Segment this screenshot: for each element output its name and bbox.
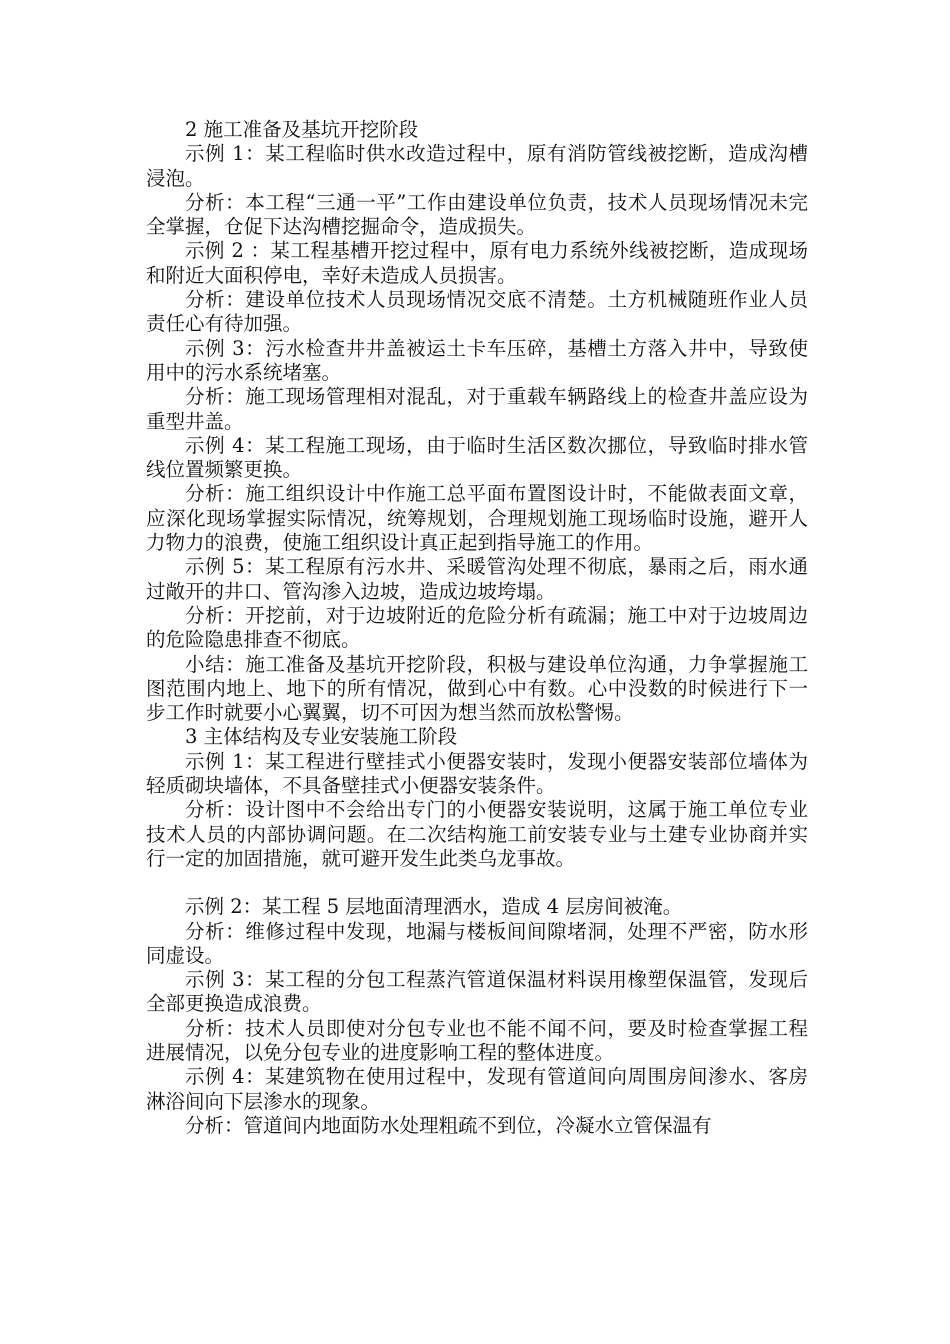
example-paragraph: 示例 1：某工程进行壁挂式小便器安装时，发现小便器安装部位墙体为轻质砌块墙体，不具备壁挂式小便器安装条件。 <box>146 749 808 798</box>
example-paragraph: 示例 3：污水检查井井盖被运土卡车压碎，基槽土方落入井中，导致使用中的污水系统堵塞。 <box>146 336 808 384</box>
example-paragraph: 示例 1：某工程临时供水改造过程中，原有消防管线被挖断，造成沟槽浸泡。 <box>146 142 808 190</box>
example-paragraph: 示例 4：某建筑物在使用过程中，发现有管道间向周围房间渗水、客房淋浴间向下层渗水的现象。 <box>146 1065 808 1113</box>
example-paragraph: 示例 2 ：某工程基槽开挖过程中，原有电力系统外线被挖断，造成现场和附近大面积停电，幸好未造成人员损害。 <box>146 239 808 287</box>
analysis-paragraph: 分析：开挖前，对于边坡附近的危险分析有疏漏；施工中对于边坡周边的危险隐患排查不彻底。 <box>146 603 808 652</box>
analysis-paragraph: 分析：技术人员即使对分包专业也不能不闻不问，要及时检查掌握工程进展情况，以免分包专业的进度影响工程的整体进度。 <box>146 1016 808 1064</box>
analysis-paragraph: 分析：维修过程中发现，地漏与楼板间间隙堵洞，处理不严密，防水形同虚设。 <box>146 919 808 967</box>
section-heading-3: 3 主体结构及专业安装施工阶段 <box>185 725 458 749</box>
summary-paragraph: 小结：施工准备及基坑开挖阶段，积极与建设单位沟通，力争掌握施工图范围内地上、地下的所有情况，做到心中有数。心中没数的时候进行下一步工作时就要小心翼翼，切不可因为想当然而放松警惕。 <box>146 652 808 725</box>
analysis-paragraph: 分析：本工程“三通一平”工作由建设单位负责，技术人员现场情况未完全掌握，仓促下达沟槽挖掘命令，造成损失。 <box>146 190 808 239</box>
analysis-paragraph: 分析：建设单位技术人员现场情况交底不清楚。土方机械随班作业人员责任心有待加强。 <box>146 288 808 336</box>
example-paragraph: 示例 5：某工程原有污水井、采暖管沟处理不彻底，暴雨之后，雨水通过敞开的井口、管沟渗入边坡，造成边坡垮塌。 <box>146 555 808 603</box>
paragraph-gap <box>146 871 808 895</box>
document-page <box>146 118 808 1138</box>
analysis-paragraph: 分析：施工现场管理相对混乱，对于重载车辆路线上的检查井盖应设为重型井盖。 <box>146 385 808 433</box>
analysis-paragraph: 分析：施工组织设计中作施工总平面布置图设计时，不能做表面文章，应深化现场掌握实际情况，统筹规划，合理规划施工现场临时设施，避开人力物力的浪费，使施工组织设计真正起到指导施工的作用。 <box>146 482 808 555</box>
analysis-paragraph: 分析：设计图中不会给出专门的小便器安装说明，这属于施工单位专业技术人员的内部协调问题。在二次结构施工前安装专业与土建专业协商并实行一定的加固措施，就可避开发生此类乌龙事故。 <box>146 798 808 870</box>
example-paragraph: 示例 4：某工程施工现场，由于临时生活区数次挪位，导致临时排水管线位置频繁更换。 <box>146 433 808 482</box>
section-heading-2: 2 施工准备及基坑开挖阶段 <box>185 118 419 141</box>
example-paragraph: 示例 3：某工程的分包工程蒸汽管道保温材料误用橡塑保温管，发现后全部更换造成浪费。 <box>146 968 808 1016</box>
example-paragraph: 示例 2：某工程 5 层地面清理洒水，造成 4 层房间被淹。 <box>185 895 683 919</box>
analysis-paragraph: 分析：管道间内地面防水处理粗疏不到位，冷凝水立管保温有 <box>185 1113 712 1137</box>
